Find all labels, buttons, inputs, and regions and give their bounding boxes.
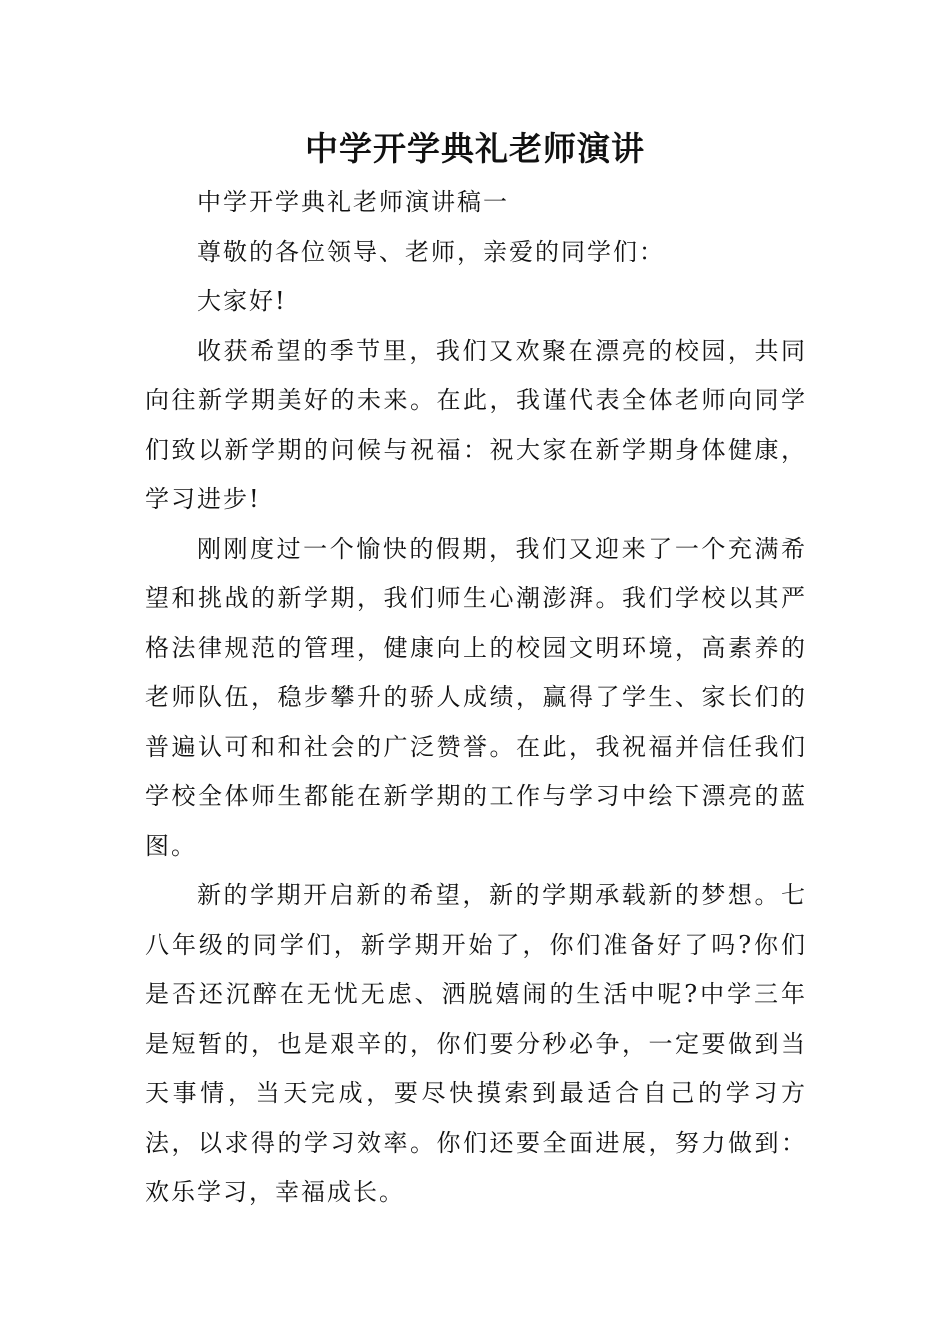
document-body bbox=[145, 178, 807, 1218]
paragraph-body: 收获希望的季节里，我们又欢聚在漂亮的校园，共同向往新学期美好的未来。在此，我谨代表全体老师向同学们致以新学期的问候与祝福：祝大家在新学期身体健康，学习进步! bbox=[145, 336, 807, 513]
paragraph-salutation: 尊敬的各位领导、老师，亲爱的同学们： bbox=[197, 237, 665, 266]
paragraph-greeting: 大家好! bbox=[197, 287, 287, 315]
document-title: 中学开学典礼老师演讲 bbox=[305, 129, 645, 168]
paragraph-subtitle: 中学开学典礼老师演讲稿一 bbox=[197, 188, 509, 216]
paragraph-body: 新的学期开启新的希望，新的学期承载新的梦想。七八年级的同学们，新学期开始了，你们准备好了吗?你们是否还沉醉在无忧无虑、洒脱嬉闹的生活中呢?中学三年是短暂的，也是艰辛的，你们要分秒必争，一定要做到当天事情，当天完成，要尽快摸索到最适合自己的学习方法，以求得的学习效率。你们还要全面进展，努力做到：欢乐学习，幸福成长。 bbox=[145, 881, 807, 1206]
paragraph-body: 刚刚度过一个愉快的假期，我们又迎来了一个充满希望和挑战的新学期，我们师生心潮澎湃。我们学校以其严格法律规范的管理，健康向上的校园文明环境，高素养的老师队伍，稳步攀升的骄人成绩，赢得了学生、家长们的普遍认可和和社会的广泛赞誉。在此，我祝福并信任我们学校全体师生都能在新学期的工作与学习中绘下漂亮的蓝图。 bbox=[145, 534, 807, 860]
